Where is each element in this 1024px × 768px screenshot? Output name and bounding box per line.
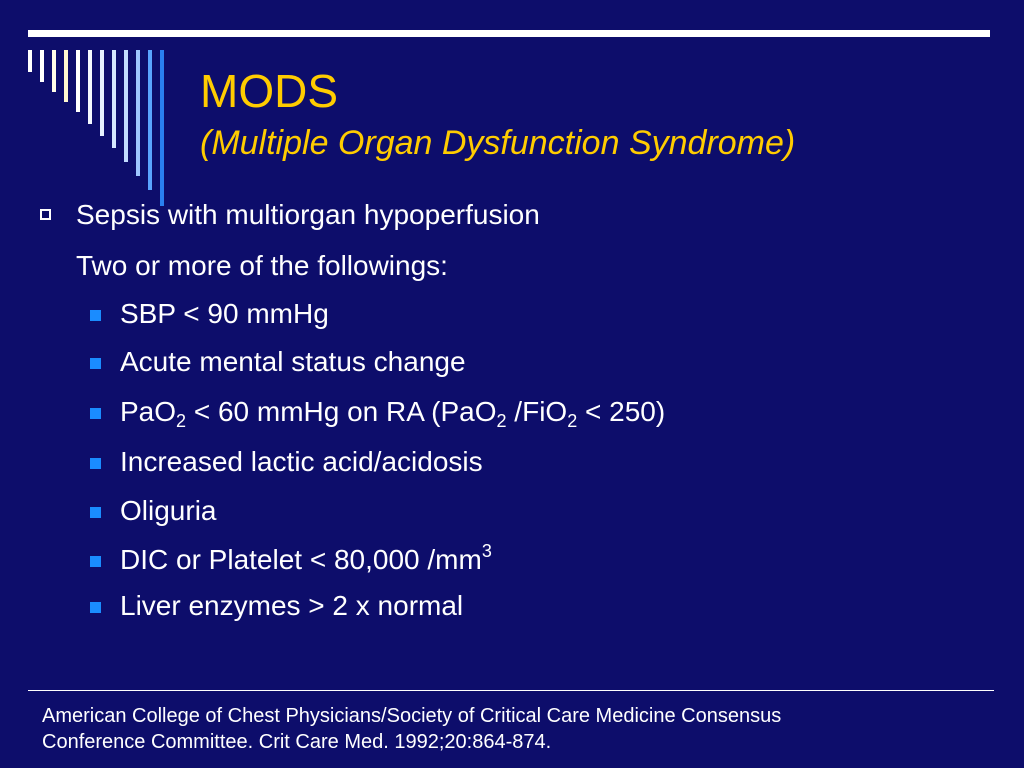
- criterion-pao2: [120, 396, 666, 431]
- reference-footnote: [42, 703, 1002, 755]
- stripe: [100, 50, 104, 136]
- stripe: [136, 50, 140, 176]
- stripe: [52, 50, 56, 92]
- stripe: [148, 50, 152, 190]
- reference-line-2: Conference Committee. Crit Care Med. 1992;20:864-874.: [42, 731, 552, 753]
- pao2-text-b: < 60 mmHg on RA (PaO: [186, 396, 497, 427]
- dic-text: DIC or Platelet < 80,000 /mm: [120, 544, 482, 575]
- stripe: [124, 50, 128, 162]
- square-bullet-icon: [90, 458, 101, 469]
- square-bullet-icon: [90, 602, 101, 613]
- square-bullet-icon: [90, 408, 101, 419]
- fio2-subscript: 2: [567, 411, 578, 431]
- criterion-dic: [120, 541, 492, 576]
- square-bullet-icon: [90, 358, 101, 369]
- slide-subtitle: (Multiple Organ Dysfunction Syndrome): [200, 124, 796, 162]
- hollow-square-bullet-icon: [40, 209, 51, 220]
- criterion-liver: Liver enzymes > 2 x normal: [120, 590, 464, 621]
- intro-line: Two or more of the followings:: [76, 250, 448, 281]
- stripe: [64, 50, 68, 102]
- stripe: [76, 50, 80, 112]
- stripe: [88, 50, 92, 124]
- pao2-text-a: PaO: [120, 396, 177, 427]
- reference-line-1: American College of Chest Physicians/Society of Critical Care Medicine Consensus: [42, 705, 782, 727]
- square-bullet-icon: [90, 507, 101, 518]
- slide-title: MODS: [200, 65, 338, 117]
- pao2-text-d: < 250): [577, 396, 666, 427]
- top-rule: [28, 30, 990, 37]
- pao2-subscript: 2: [496, 411, 507, 431]
- criterion-oliguria: Oliguria: [120, 495, 217, 526]
- criterion-sbp: SBP < 90 mmHg: [120, 298, 329, 329]
- title-block: [200, 62, 795, 166]
- stripe: [160, 50, 164, 206]
- pao2-subscript: 2: [176, 411, 187, 431]
- dic-superscript: 3: [481, 541, 492, 561]
- stripe: [40, 50, 44, 82]
- square-bullet-icon: [90, 556, 101, 567]
- criterion-mental-status: Acute mental status change: [120, 346, 466, 377]
- pao2-text-c: /FiO: [506, 396, 568, 427]
- stripe: [112, 50, 116, 148]
- stripe: [28, 50, 32, 72]
- footer-rule: [28, 690, 994, 691]
- criterion-lactic: Increased lactic acid/acidosis: [120, 446, 483, 477]
- main-bullet-text: Sepsis with multiorgan hypoperfusion: [76, 199, 540, 230]
- square-bullet-icon: [90, 310, 101, 321]
